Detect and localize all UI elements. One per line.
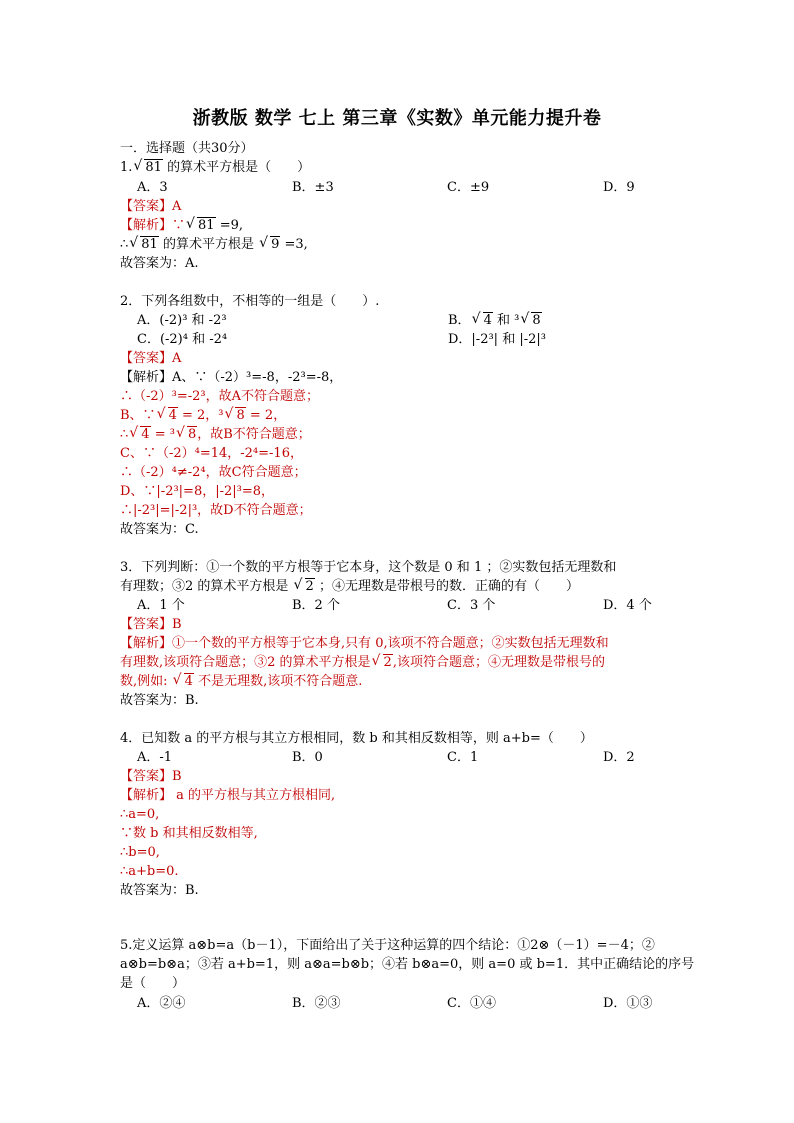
q2-analysis-6: ∴（-2）⁴≠-2⁴，故C符合题意； bbox=[120, 465, 307, 480]
page-title: 浙教版 数学 七上 第三章《实数》单元能力提升卷 bbox=[192, 108, 602, 129]
q4-option-d: D．2 bbox=[603, 750, 635, 765]
q4-analysis-2: ∴a=0, bbox=[120, 807, 160, 822]
q5-stem-line1: 5.定义运算 a⊗b=a（b－1），下面给出了关于这种运算的四个结论：①2⊗（－1）=－4；② bbox=[120, 938, 655, 953]
q4-stem: 4．已知数 a 的平方根与其立方根相同，数 b 和其相反数相等，则 a+b=（ ） bbox=[120, 731, 593, 746]
q3-final: 故答案为：B. bbox=[120, 693, 199, 708]
q1-option-b: B．±3 bbox=[292, 180, 334, 195]
q1-final: 故答案为：A. bbox=[120, 256, 199, 271]
q4-analysis-4: ∴b=0, bbox=[120, 845, 160, 860]
q1-analysis: 【解析】∵√ 81 =9, bbox=[120, 217, 243, 234]
q4-final: 故答案为：B. bbox=[120, 883, 199, 898]
q5-stem-line3: 是（ ） bbox=[120, 976, 186, 991]
q2-analysis-1: 【解析】A、∵（-2）³=-8，-2³=-8， bbox=[120, 370, 343, 385]
section-heading: 一．选择题（共30分） bbox=[120, 141, 254, 156]
q2-analysis-4: ∴√ 4 = ³√ 8，故B不符合题意； bbox=[120, 426, 311, 443]
q1-option-a: A．3 bbox=[137, 180, 168, 195]
q4-option-c: C．1 bbox=[447, 750, 479, 765]
q4-analysis-1: 【解析】 a 的平方根与其立方根相同, bbox=[120, 788, 336, 803]
q1-option-c: C．±9 bbox=[447, 180, 490, 195]
q5-option-a: A．②④ bbox=[137, 996, 186, 1011]
q3-analysis-2: 有理数,该项符合题意；③2 的算术平方根是√ 2,该项符合题意；④无理数是带根号的 bbox=[120, 654, 605, 671]
q2-answer: 【答案】A bbox=[120, 351, 182, 366]
q3-stem-line1: 3．下列判断：①一个数的平方根等于它本身，这个数是 0 和 1 ；②实数包括无理数和 bbox=[120, 560, 617, 575]
q3-analysis-1: 【解析】①一个数的平方根等于它本身,只有 0,该项不符合题意；②实数包括无理数和 bbox=[120, 636, 609, 651]
q1-stem: 1.√ 81 的算术平方根是（ ） bbox=[120, 159, 310, 176]
q2-option-a: A．(-2)³ 和 -2³ bbox=[137, 313, 227, 328]
q1-option-d: D．9 bbox=[603, 180, 635, 195]
q3-answer: 【答案】B bbox=[120, 617, 182, 632]
q4-answer: 【答案】B bbox=[120, 769, 182, 784]
q2-option-b: B．√ 4 和 ³√ 8 bbox=[448, 312, 542, 329]
q4-analysis-3: ∵数 b 和其相反数相等, bbox=[120, 826, 258, 841]
q2-stem: 2．下列各组数中，不相等的一组是（ ）. bbox=[120, 294, 380, 309]
q2-analysis-2: ∴（-2）³=-2³，故A不符合题意； bbox=[120, 389, 320, 404]
q3-option-a: A．1 个 bbox=[137, 598, 185, 613]
q5-option-d: D．①③ bbox=[603, 996, 653, 1011]
q2-analysis-7: D、∵|-2³|=8，|-2|³=8， bbox=[120, 484, 275, 499]
q2-option-c: C．(-2)⁴ 和 -2⁴ bbox=[137, 332, 228, 347]
q3-option-c: C．3 个 bbox=[447, 598, 496, 613]
q4-analysis-5: ∴a+b=0. bbox=[120, 864, 179, 879]
q2-analysis-8: ∴|-2³|=|-2|³，故D不符合题意； bbox=[120, 503, 312, 518]
q2-option-d: D．|-2³| 和 |-2|³ bbox=[448, 332, 546, 347]
q2-analysis-3: B、∵√ 4 = 2，³√ 8 = 2， bbox=[120, 407, 286, 424]
q4-option-a: A．-1 bbox=[137, 750, 173, 765]
q3-stem-line2: 有理数；③2 的算术平方根是 √ 2 ；④无理数是带根号的数．正确的有（ ） bbox=[120, 578, 579, 595]
q1-answer: 【答案】A bbox=[120, 199, 182, 214]
q5-option-c: C．①④ bbox=[447, 996, 496, 1011]
q3-option-d: D．4 个 bbox=[603, 598, 652, 613]
q2-analysis-5: C、∵（-2）⁴=14，-2⁴=-16， bbox=[120, 446, 303, 461]
q3-analysis-3: 数,例如: √ 4 不是无理数,该项不符合题意. bbox=[120, 673, 362, 690]
q1-analysis-line2: ∴√ 81 的算术平方根是 √ 9 =3, bbox=[120, 236, 308, 253]
q5-option-b: B．②③ bbox=[292, 996, 341, 1011]
q5-stem-line2: a⊗b=b⊗a；③若 a+b=1，则 a⊗a=b⊗b；④若 b⊗a=0，则 a=0 或 b=1．其中正确结论的序号 bbox=[120, 957, 695, 972]
q2-final: 故答案为：C. bbox=[120, 522, 199, 537]
q3-option-b: B．2 个 bbox=[292, 598, 340, 613]
sqrt-symbol: √ 81 bbox=[134, 159, 163, 176]
q4-option-b: B．0 bbox=[292, 750, 323, 765]
